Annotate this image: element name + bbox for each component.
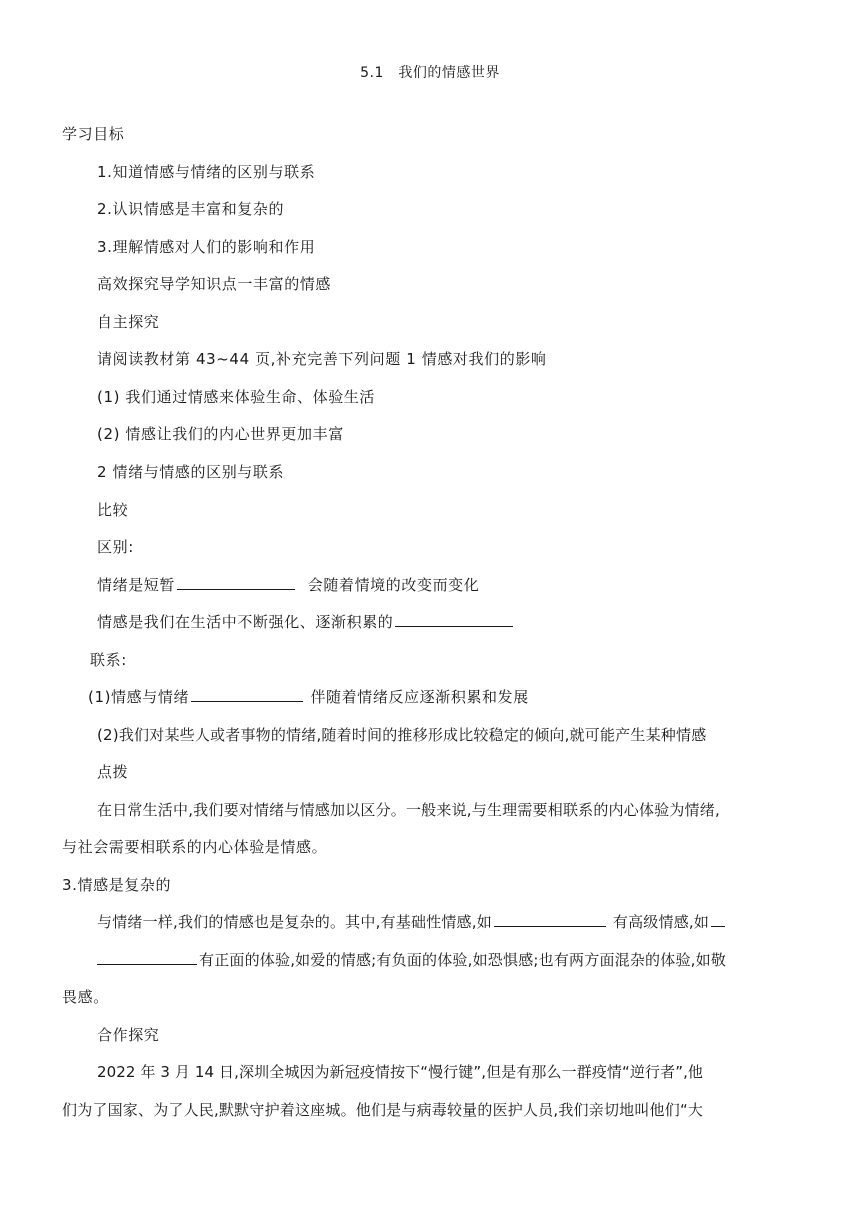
answer-blank[interactable] [97,950,197,965]
emotion-text-b: 会随着情境的改变而变化 [307,576,480,594]
complex-line-2 [97,950,726,970]
page-title: 5.1 我们的情感世界 [360,65,500,81]
objective-item-2: 2.认识情感是丰富和复杂的 [97,200,285,218]
answer-blank[interactable] [494,912,606,927]
reading-instruction: 请阅读教材第 43~44 页,补充完善下列问题 1 情感对我们的影响 [97,350,547,368]
complex-line-1 [97,912,727,932]
complex-text-a: 与情绪一样,我们的情感也是复杂的。其中,有基础性情感,如 [97,913,492,931]
topic-2-heading: 2 情绪与情感的区别与联系 [97,463,285,481]
link-line-2: (2)我们对某些人或者事物的情绪,随着时间的推移形成比较稳定的倾向,就可能产生某种情感 [97,726,707,744]
tip-line-2: 与社会需要相联系的内心体验是情感。 [62,838,328,856]
difference-label: 区别: [97,538,134,556]
link-label: 联系: [90,651,127,669]
link-line-1 [88,687,529,707]
answer-blank[interactable] [191,687,303,702]
link1-text-a: (1)情感与情绪 [88,688,190,706]
link1-text-b: 伴随着情绪反应逐渐积累和发展 [310,688,529,706]
answer-blank[interactable] [711,912,725,927]
answer-blank[interactable] [395,612,513,627]
answer-blank[interactable] [177,575,295,590]
cooperate-line-1: 2022 年 3 月 14 日,深圳全城因为新冠疫情按下“慢行键”,但是有那么一群疫情“逆行者”,他 [97,1063,704,1081]
cooperate-heading: 合作探究 [97,1026,160,1044]
objective-item-1: 1.知道情感与情绪的区别与联系 [97,163,316,181]
complex-text-b: 有高级情感,如 [612,913,710,931]
complex-text-c: 有正面的体验,如爱的情感;有负面的体验,如恐惧感;也有两方面混杂的体验,如敬 [199,951,727,969]
tip-label: 点拨 [97,763,129,781]
feeling-text: 情感是我们在生活中不断强化、逐渐积累的 [97,613,394,631]
section3-heading: 3.情感是复杂的 [62,876,172,894]
compare-label: 比较 [97,501,129,519]
self-explore-label: 自主探究 [97,313,160,331]
question-2: (2) 情感让我们的内心世界更加丰富 [97,425,344,443]
objective-item-3: 3.理解情感对人们的影响和作用 [97,238,316,256]
section1-heading: 高效探究导学知识点一丰富的情感 [97,275,332,293]
cooperate-line-2: 们为了国家、为了人民,默默守护着这座城。他们是与病毒较量的医护人员,我们亲切地叫他们“大 [62,1101,704,1119]
emotion-text-a: 情绪是短暂 [97,576,176,594]
emotion-line [97,575,479,595]
question-1: (1) 我们通过情感来体验生命、体验生活 [97,388,376,406]
feeling-line [97,612,515,632]
objectives-heading: 学习目标 [62,125,125,143]
tip-line-1: 在日常生活中,我们要对情绪与情感加以区分。一般来说,与生理需要相联系的内心体验为情绪, [97,801,720,819]
complex-line-3: 畏感。 [62,988,109,1006]
